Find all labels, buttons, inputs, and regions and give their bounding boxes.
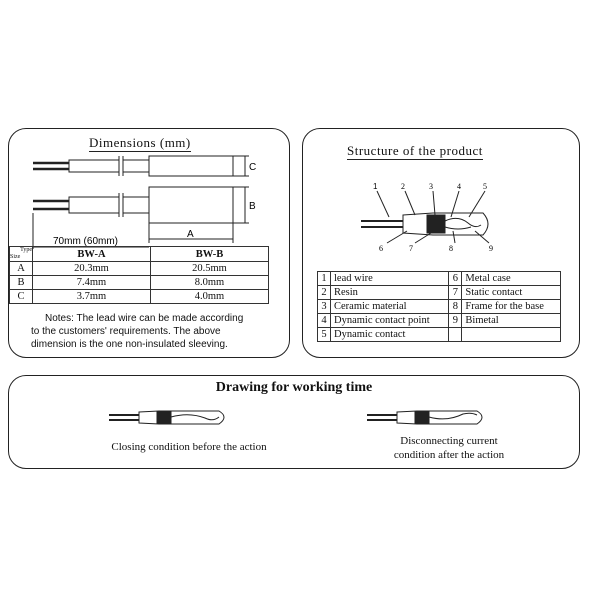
- dimension-notes: Notes: The lead wire can be made according to the customers' requirements. The above dimension is the one non-insulated sleeving.: [31, 313, 244, 350]
- dimensions-title: Dimensions (mm): [89, 135, 191, 150]
- table-row: C 3.7mm 4.0mm: [10, 290, 269, 304]
- closing-condition-caption: Closing condition before the action: [111, 441, 267, 453]
- callout-4: 4: [457, 182, 461, 191]
- table-row: A 20.3mm 20.5mm: [10, 262, 269, 276]
- dimension-table: [9, 246, 269, 304]
- c-dimension-label: C: [249, 162, 257, 173]
- table-header-row: [10, 247, 269, 262]
- working-time-title: Drawing for working time: [215, 380, 373, 395]
- small-sensor-drawing: [33, 156, 249, 176]
- callout-1: 1: [373, 182, 378, 191]
- table-row: B 7.4mm 8.0mm: [10, 276, 269, 290]
- callout-2: 2: [401, 182, 405, 191]
- callout-5: 5: [483, 182, 487, 191]
- table-row: 4 Dynamic contact point 9 Bimetal: [318, 314, 561, 328]
- disconnecting-condition-caption: Disconnecting current condition after the action: [393, 435, 505, 461]
- a-dimension-label: A: [187, 229, 194, 240]
- structure-drawing: [303, 181, 579, 261]
- b-dimension-label: B: [249, 201, 256, 212]
- closed-state-drawing: [109, 408, 249, 428]
- bw-b-header: BW-B: [151, 247, 269, 262]
- length-dimension-label: 70mm (60mm): [53, 236, 119, 247]
- structure-panel: [302, 128, 580, 358]
- callout-8: 8: [449, 244, 453, 253]
- table-row: 2 Resin 7 Static contact: [318, 286, 561, 300]
- open-state-drawing: [367, 408, 507, 428]
- callout-3: 3: [429, 182, 433, 191]
- callout-9: 9: [489, 244, 493, 253]
- type-size-corner-cell: Type Size: [10, 247, 32, 260]
- structure-legend-table: [317, 271, 561, 342]
- working-time-panel: [8, 375, 580, 469]
- table-row: 3 Ceramic material 8 Frame for the base: [318, 300, 561, 314]
- table-row: 1 lead wire 6 Metal case: [318, 272, 561, 286]
- callout-6: 6: [379, 244, 383, 253]
- table-row: 5 Dynamic contact: [318, 328, 561, 342]
- callout-7: 7: [409, 244, 413, 253]
- bw-a-header: BW-A: [33, 247, 151, 262]
- dimensions-panel: [8, 128, 290, 358]
- structure-title: Structure of the product: [347, 143, 483, 158]
